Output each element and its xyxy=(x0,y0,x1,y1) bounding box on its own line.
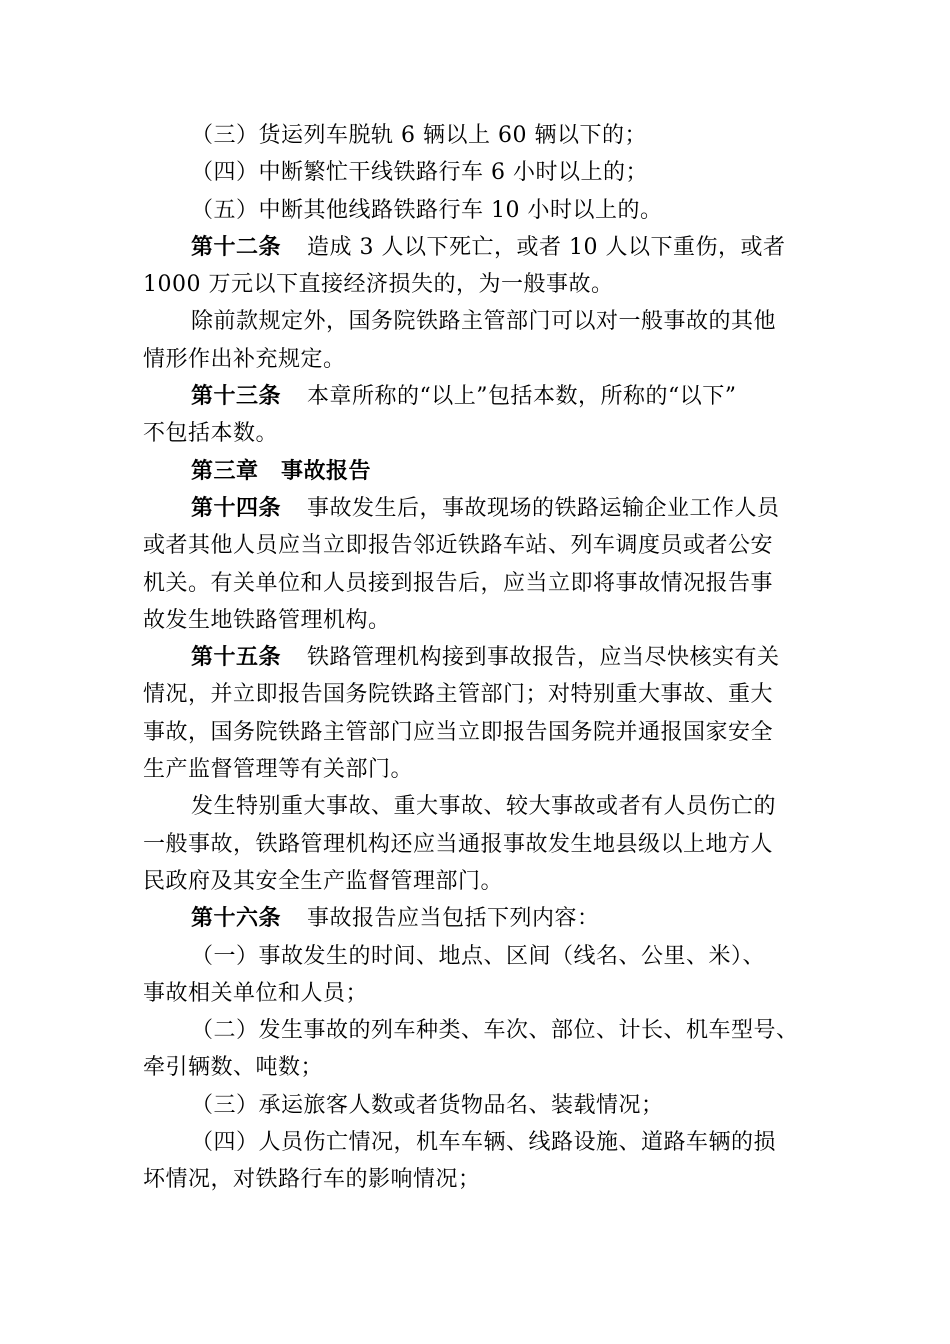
line-text: 坏情况，对铁路行车的影响情况； xyxy=(143,1167,481,1193)
text-line xyxy=(143,826,813,863)
line-text: 除前款规定外，国务院铁路主管部门可以对一般事故的其他 xyxy=(191,309,777,335)
line-text: （四）人员伤亡情况，机车车辆、线路设施、道路车辆的损 xyxy=(191,1130,777,1156)
text-line xyxy=(143,266,813,303)
text-line xyxy=(143,938,813,975)
text-line xyxy=(143,900,813,937)
line-text: 情况，并立即报告国务院铁路主管部门；对特别重大事故、重大 xyxy=(143,682,774,708)
line-text: 事故，国务院铁路主管部门应当立即报告国务院并通报国家安全 xyxy=(143,719,774,745)
text-line xyxy=(143,751,813,788)
line-text: 民政府及其安全生产监督管理部门。 xyxy=(143,868,504,894)
text-line xyxy=(143,303,813,340)
article-heading: 第三章 事故报告 xyxy=(191,457,372,484)
text-line xyxy=(143,453,813,490)
line-text: （五）中断其他线路铁路行车 10 小时以上的。 xyxy=(191,197,663,223)
line-text: 情形作出补充规定。 xyxy=(143,346,346,372)
line-text: 本章所称的“以上”包括本数，所称的“以下” xyxy=(307,384,737,410)
line-text: 不包括本数。 xyxy=(143,421,279,447)
line-text: （四）中断繁忙干线铁路行车 6 小时以上的； xyxy=(191,160,648,186)
text-line xyxy=(143,378,813,415)
line-text: 事故相关单位和人员； xyxy=(143,980,369,1006)
text-line xyxy=(143,229,813,266)
line-text: （三）承运旅客人数或者货物品名、装载情况； xyxy=(191,1092,664,1118)
line-text: （三）货运列车脱轨 6 辆以上 60 辆以下的； xyxy=(191,123,647,148)
text-line xyxy=(143,192,813,229)
line-text: （二）发生事故的列车种类、车次、部位、计长、机车型号、 xyxy=(191,1018,799,1044)
line-text: 1000 万元以下直接经济损失的，为一般事故。 xyxy=(143,272,614,298)
text-line xyxy=(143,639,813,676)
text-line xyxy=(143,1012,813,1049)
article-heading: 第十五条 xyxy=(191,644,282,671)
line-text: 生产监督管理等有关部门。 xyxy=(143,757,414,783)
line-text: 造成 3 人以下死亡，或者 10 人以下重伤，或者 xyxy=(307,234,786,260)
text-line xyxy=(143,565,813,602)
text-line xyxy=(143,415,813,452)
text-line xyxy=(143,602,813,639)
text-line xyxy=(143,1161,813,1198)
text-line xyxy=(143,154,813,191)
article-heading: 第十二条 xyxy=(191,233,282,260)
text-line xyxy=(143,117,813,154)
text-line xyxy=(143,490,813,527)
text-line xyxy=(143,975,813,1012)
text-line xyxy=(143,1124,813,1161)
line-text: 事故报告应当包括下列内容： xyxy=(307,906,600,932)
article-heading: 第十六条 xyxy=(191,905,282,932)
line-text: 机关。有关单位和人员接到报告后，应当立即将事故情况报告事 xyxy=(143,570,774,596)
text-line xyxy=(143,341,813,378)
line-text: 一般事故，铁路管理机构还应当通报事故发生地县级以上地方人 xyxy=(143,831,774,857)
document-body xyxy=(143,117,813,1199)
article-heading: 第十四条 xyxy=(191,494,282,521)
line-text: 故发生地铁路管理机构。 xyxy=(143,607,391,633)
line-text: 发生特别重大事故、重大事故、较大事故或者有人员伤亡的 xyxy=(191,794,777,820)
text-line xyxy=(143,527,813,564)
line-text: 铁路管理机构接到事故报告，应当尽快核实有关 xyxy=(307,645,780,671)
text-line xyxy=(143,863,813,900)
text-line xyxy=(143,676,813,713)
article-heading: 第十三条 xyxy=(191,383,282,410)
line-text: （一）事故发生的时间、地点、区间（线名、公里、米）、 xyxy=(191,943,766,969)
text-line xyxy=(143,788,813,825)
text-line xyxy=(143,1087,813,1124)
text-line xyxy=(143,1049,813,1086)
line-text: 或者其他人员应当立即报告邻近铁路车站、列车调度员或者公安 xyxy=(143,533,774,559)
line-text: 事故发生后，事故现场的铁路运输企业工作人员 xyxy=(307,495,780,521)
text-line xyxy=(143,714,813,751)
line-text: 牵引辆数、吨数； xyxy=(143,1055,324,1081)
